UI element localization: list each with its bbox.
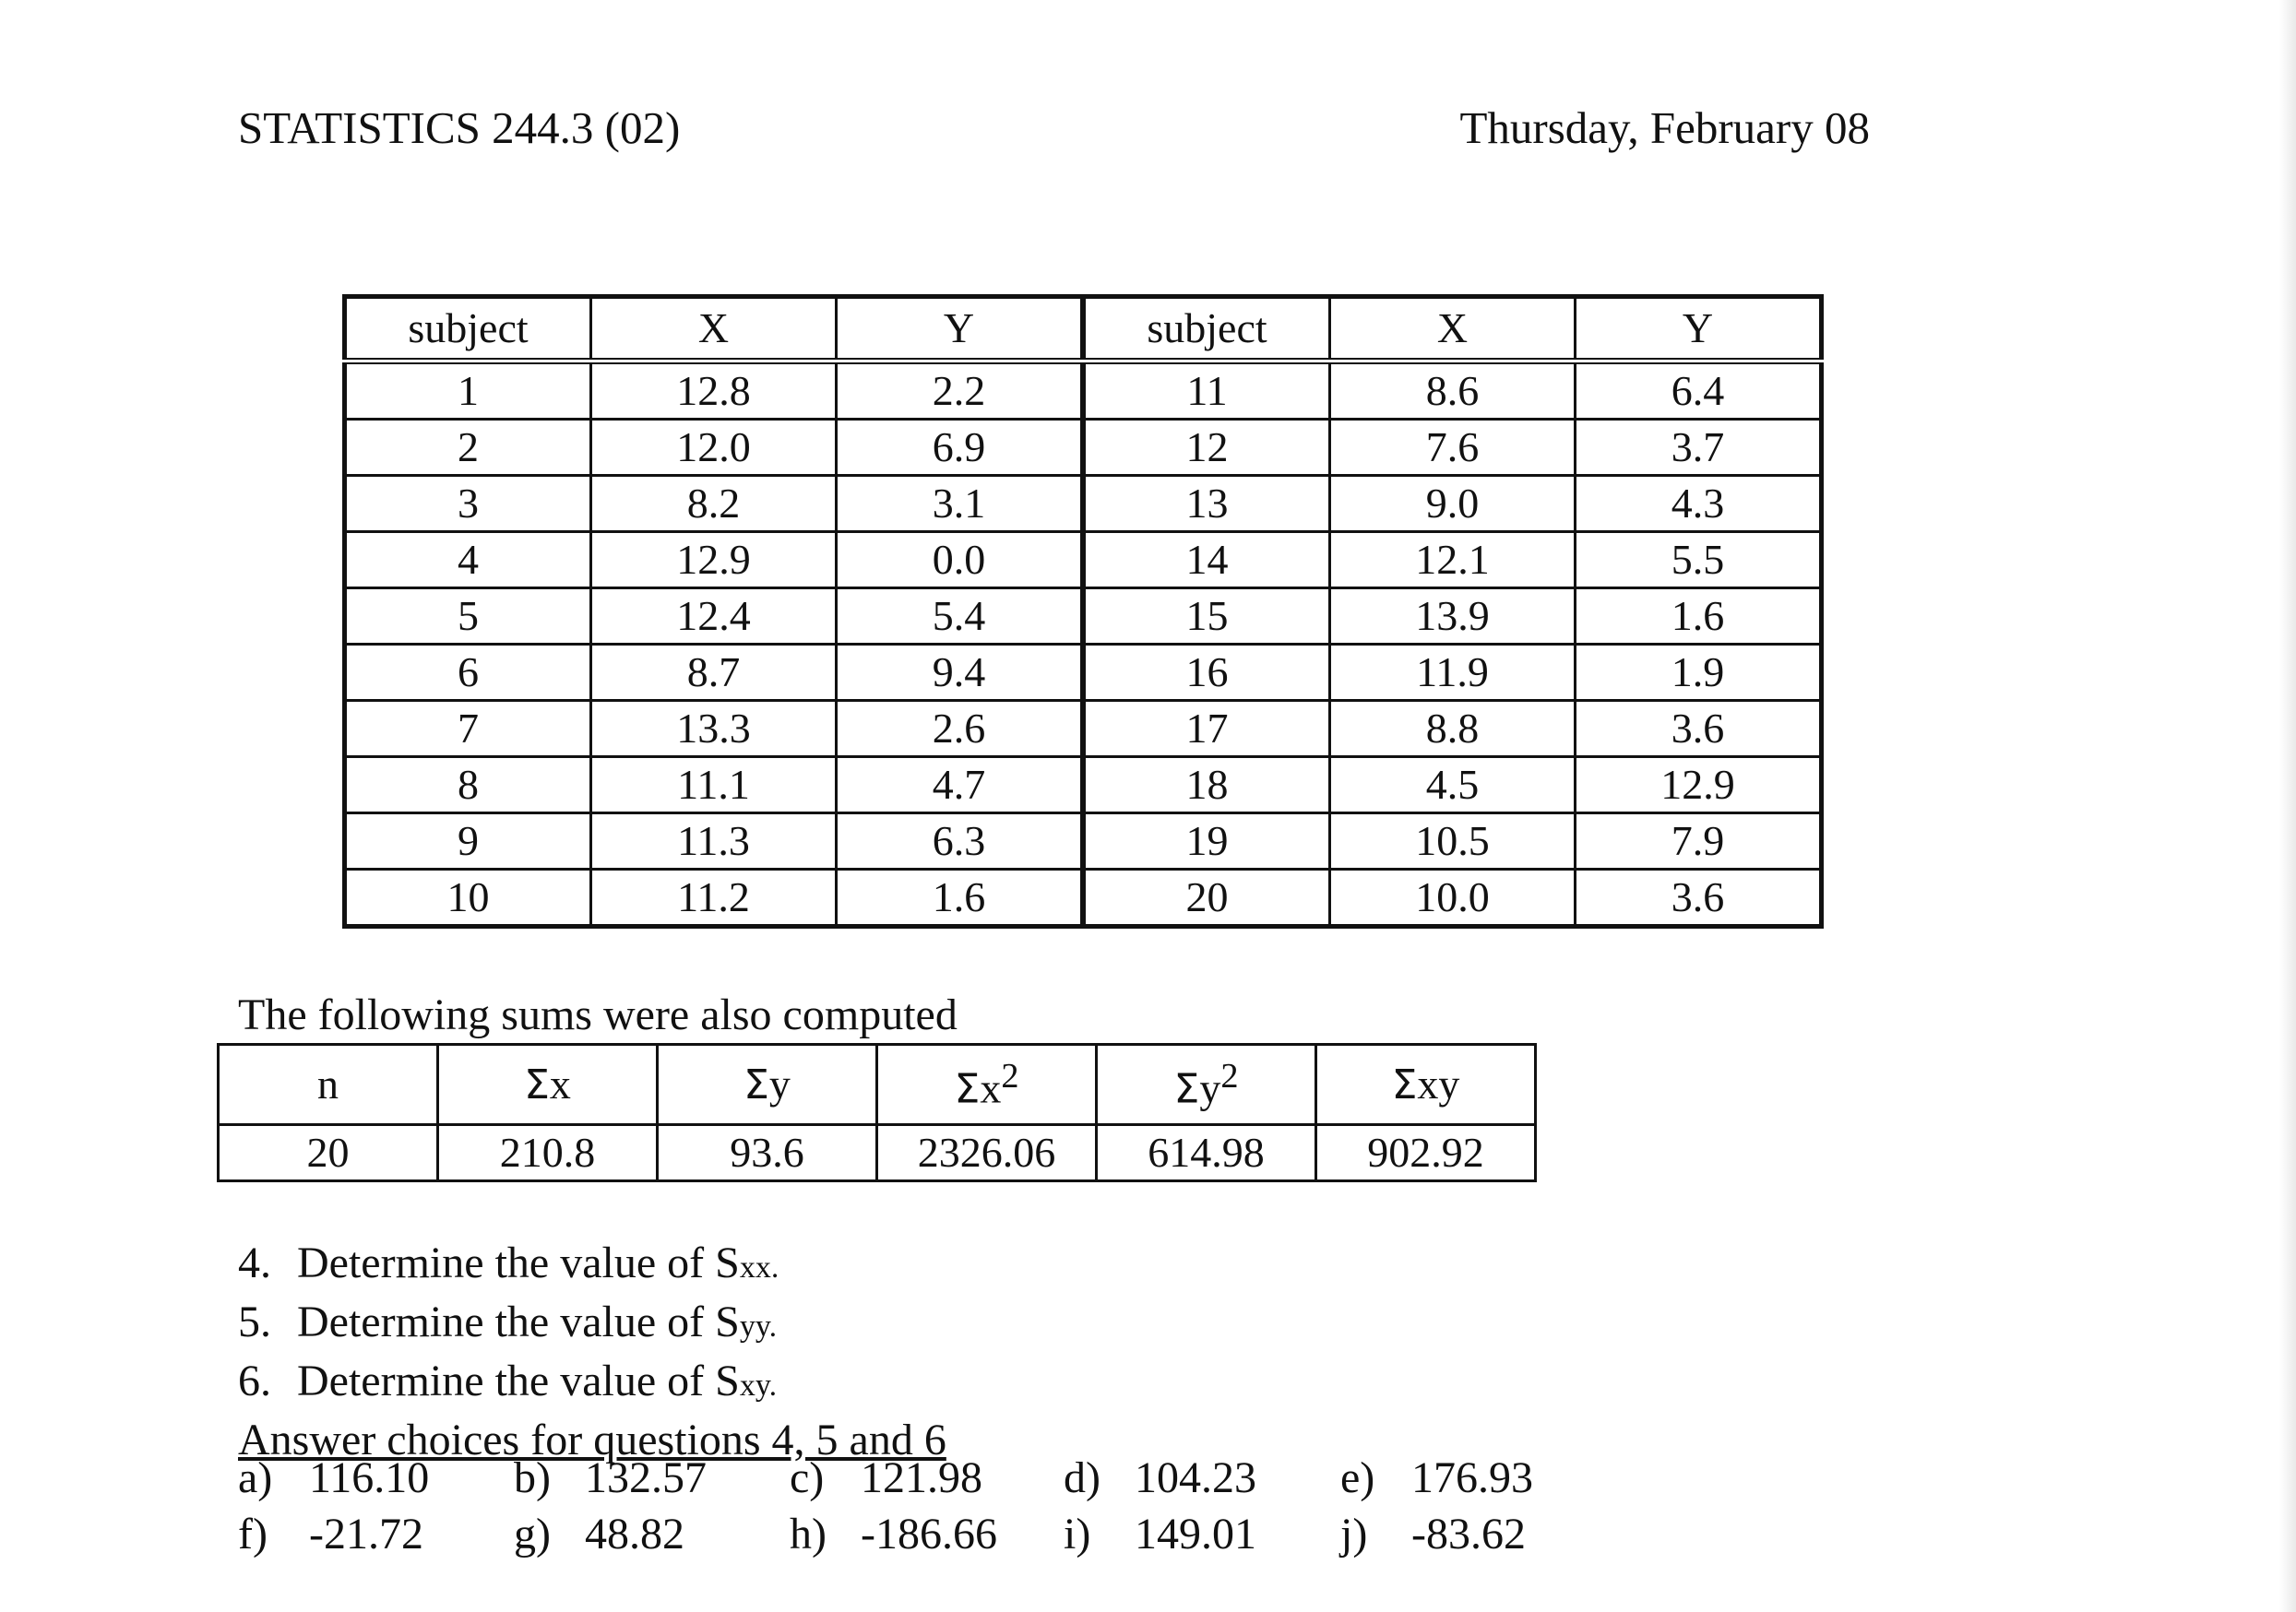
table-cell: 3 <box>345 476 591 532</box>
sum-header-y <box>658 1045 877 1125</box>
table-cell: 15 <box>1083 588 1330 645</box>
table-row <box>345 813 1822 870</box>
table-cell: 4.3 <box>1576 476 1822 532</box>
table-cell: 9 <box>345 813 591 870</box>
choice-value: 116.10 <box>309 1453 430 1502</box>
choice-label: e) <box>1340 1453 1375 1502</box>
table-cell: 11 <box>1083 362 1330 420</box>
choice-label: a) <box>238 1453 273 1502</box>
table-row <box>345 701 1822 757</box>
table-cell: 17 <box>1083 701 1330 757</box>
sum-header-y-squared <box>1097 1045 1316 1125</box>
data-table <box>342 294 1824 929</box>
table-cell: 4 <box>345 532 591 588</box>
table-cell: 1.6 <box>1576 588 1822 645</box>
question-text: Determine the value of S <box>297 1357 740 1405</box>
table-cell: 10.5 <box>1330 813 1576 870</box>
data-table-header-row <box>345 297 1822 362</box>
question-number: 5. <box>238 1298 271 1346</box>
table-cell: 3.6 <box>1576 701 1822 757</box>
answer-choice-a <box>238 1450 429 1506</box>
course-title: STATISTICS 244.3 (02) <box>238 102 681 153</box>
table-cell: 12.9 <box>591 532 837 588</box>
sums-header-row <box>219 1045 1536 1125</box>
table-row <box>345 870 1822 927</box>
table-cell: 7.6 <box>1330 420 1576 476</box>
answer-choice-f <box>238 1506 423 1562</box>
choice-value: -21.72 <box>309 1510 423 1559</box>
table-cell: 12.1 <box>1330 532 1576 588</box>
table-cell: 4.7 <box>837 757 1084 813</box>
choice-label: b) <box>514 1453 551 1502</box>
answer-choice-g <box>514 1506 684 1562</box>
sum-header-var: x <box>549 1061 571 1108</box>
col-header-y-2: Y <box>1576 297 1822 362</box>
table-cell: 1 <box>345 362 591 420</box>
question-end: . <box>768 1369 778 1403</box>
answer-choice-b <box>514 1450 707 1506</box>
table-cell: 9.0 <box>1330 476 1576 532</box>
answer-choice-h <box>790 1506 997 1562</box>
sigma-symbol: Σ <box>954 1065 981 1113</box>
choice-value: -186.66 <box>861 1510 997 1559</box>
sum-header-var: y <box>1199 1064 1221 1112</box>
question-text: Determine the value of S <box>297 1239 740 1287</box>
superscript: 2 <box>1001 1057 1019 1096</box>
sums-intro: The following sums were also computed <box>238 990 958 1039</box>
sum-value-y-squared: 614.98 <box>1097 1125 1316 1181</box>
table-cell: 7 <box>345 701 591 757</box>
table-cell: 20 <box>1083 870 1330 927</box>
choice-label: g) <box>514 1510 551 1559</box>
table-cell: 8.6 <box>1330 362 1576 420</box>
question-number: 6. <box>238 1357 271 1405</box>
sum-header-n <box>219 1045 438 1125</box>
choice-label: i) <box>1064 1510 1091 1559</box>
col-header-subject-2: subject <box>1083 297 1330 362</box>
sum-header-var: x <box>980 1064 1002 1112</box>
table-cell: 10.0 <box>1330 870 1576 927</box>
table-row <box>345 757 1822 813</box>
table-cell: 13.3 <box>591 701 837 757</box>
table-cell: 8.8 <box>1330 701 1576 757</box>
table-cell: 6.4 <box>1576 362 1822 420</box>
sigma-symbol: Σ <box>1391 1061 1418 1108</box>
sums-value-row <box>219 1125 1536 1181</box>
sum-value-n: 20 <box>219 1125 438 1181</box>
question-end: . <box>770 1250 779 1285</box>
table-cell: 14 <box>1083 532 1330 588</box>
table-cell: 6.3 <box>837 813 1084 870</box>
table-cell: 0.0 <box>837 532 1084 588</box>
table-cell: 8.2 <box>591 476 837 532</box>
sum-value-x-squared: 2326.06 <box>877 1125 1097 1181</box>
question-subscript: xx <box>739 1250 771 1285</box>
sum-header-xy <box>1316 1045 1536 1125</box>
question-text: Determine the value of S <box>297 1298 740 1346</box>
choice-value: 149.01 <box>1135 1510 1256 1559</box>
question-number: 4. <box>238 1239 271 1287</box>
table-cell: 12.9 <box>1576 757 1822 813</box>
col-header-x: X <box>591 297 837 362</box>
question-6 <box>238 1354 946 1413</box>
table-cell: 6.9 <box>837 420 1084 476</box>
table-cell: 5.4 <box>837 588 1084 645</box>
table-cell: 8 <box>345 757 591 813</box>
table-cell: 6 <box>345 645 591 701</box>
sigma-symbol: Σ <box>1173 1065 1200 1113</box>
table-cell: 1.6 <box>837 870 1084 927</box>
table-cell: 16 <box>1083 645 1330 701</box>
table-cell: 3.7 <box>1576 420 1822 476</box>
choice-label: f) <box>238 1510 268 1559</box>
table-cell: 9.4 <box>837 645 1084 701</box>
col-header-y: Y <box>837 297 1084 362</box>
sigma-symbol: Σ <box>524 1061 550 1108</box>
table-cell: 13 <box>1083 476 1330 532</box>
table-row <box>345 476 1822 532</box>
table-row <box>345 362 1822 420</box>
sum-header-x <box>438 1045 658 1125</box>
col-header-x-2: X <box>1330 297 1576 362</box>
sum-header-var: n <box>317 1061 339 1108</box>
answer-choice-e <box>1340 1450 1533 1506</box>
sum-value-x: 210.8 <box>438 1125 658 1181</box>
table-row <box>345 420 1822 476</box>
sigma-symbol: Σ <box>744 1061 769 1108</box>
choice-value: 121.98 <box>861 1453 982 1502</box>
table-row <box>345 532 1822 588</box>
choice-value: 176.93 <box>1411 1453 1533 1502</box>
question-5 <box>238 1295 946 1354</box>
choice-value: 104.23 <box>1135 1453 1256 1502</box>
sum-value-y: 93.6 <box>658 1125 877 1181</box>
table-cell: 12.8 <box>591 362 837 420</box>
table-cell: 11.9 <box>1330 645 1576 701</box>
table-cell: 18 <box>1083 757 1330 813</box>
table-cell: 10 <box>345 870 591 927</box>
choice-value: 132.57 <box>585 1453 707 1502</box>
table-cell: 12.4 <box>591 588 837 645</box>
answer-choice-c <box>790 1450 982 1506</box>
table-cell: 8.7 <box>591 645 837 701</box>
answer-choice-j <box>1340 1506 1526 1562</box>
table-cell: 11.2 <box>591 870 837 927</box>
table-cell: 5.5 <box>1576 532 1822 588</box>
table-cell: 1.9 <box>1576 645 1822 701</box>
sum-header-var: y <box>768 1061 791 1108</box>
table-cell: 2 <box>345 420 591 476</box>
table-cell: 13.9 <box>1330 588 1576 645</box>
table-cell: 4.5 <box>1330 757 1576 813</box>
page-edge-shadow <box>2279 0 2296 1612</box>
sum-header-var: xy <box>1417 1061 1460 1108</box>
table-cell: 11.1 <box>591 757 837 813</box>
question-subscript: xy <box>739 1369 769 1403</box>
table-cell: 12 <box>1083 420 1330 476</box>
choice-value: 48.82 <box>585 1510 684 1559</box>
table-cell: 7.9 <box>1576 813 1822 870</box>
table-cell: 19 <box>1083 813 1330 870</box>
sum-header-x-squared <box>877 1045 1097 1125</box>
table-cell: 3.6 <box>1576 870 1822 927</box>
table-cell: 2.2 <box>837 362 1084 420</box>
choice-label: c) <box>790 1453 825 1502</box>
table-cell: 3.1 <box>837 476 1084 532</box>
col-header-subject: subject <box>345 297 591 362</box>
choice-label: d) <box>1064 1453 1100 1502</box>
superscript: 2 <box>1220 1057 1239 1096</box>
table-cell: 12.0 <box>591 420 837 476</box>
choice-label: h) <box>790 1510 827 1559</box>
questions-block <box>238 1236 946 1467</box>
question-4 <box>238 1236 946 1295</box>
question-subscript: yy <box>739 1310 769 1344</box>
choice-value: -83.62 <box>1411 1510 1526 1559</box>
answer-choices-title: Answer choices for questions 4, 5 and 6 <box>238 1416 946 1464</box>
table-row <box>345 645 1822 701</box>
answer-choice-d <box>1064 1450 1256 1506</box>
table-cell: 2.6 <box>837 701 1084 757</box>
choice-label: j) <box>1340 1510 1368 1559</box>
table-cell: 11.3 <box>591 813 837 870</box>
question-end: . <box>768 1310 778 1344</box>
answer-choice-i <box>1064 1506 1256 1562</box>
sum-value-xy: 902.92 <box>1316 1125 1536 1181</box>
table-row <box>345 588 1822 645</box>
sums-table <box>217 1043 1537 1182</box>
table-cell: 5 <box>345 588 591 645</box>
exam-date: Thursday, February 08 <box>1459 102 1870 153</box>
